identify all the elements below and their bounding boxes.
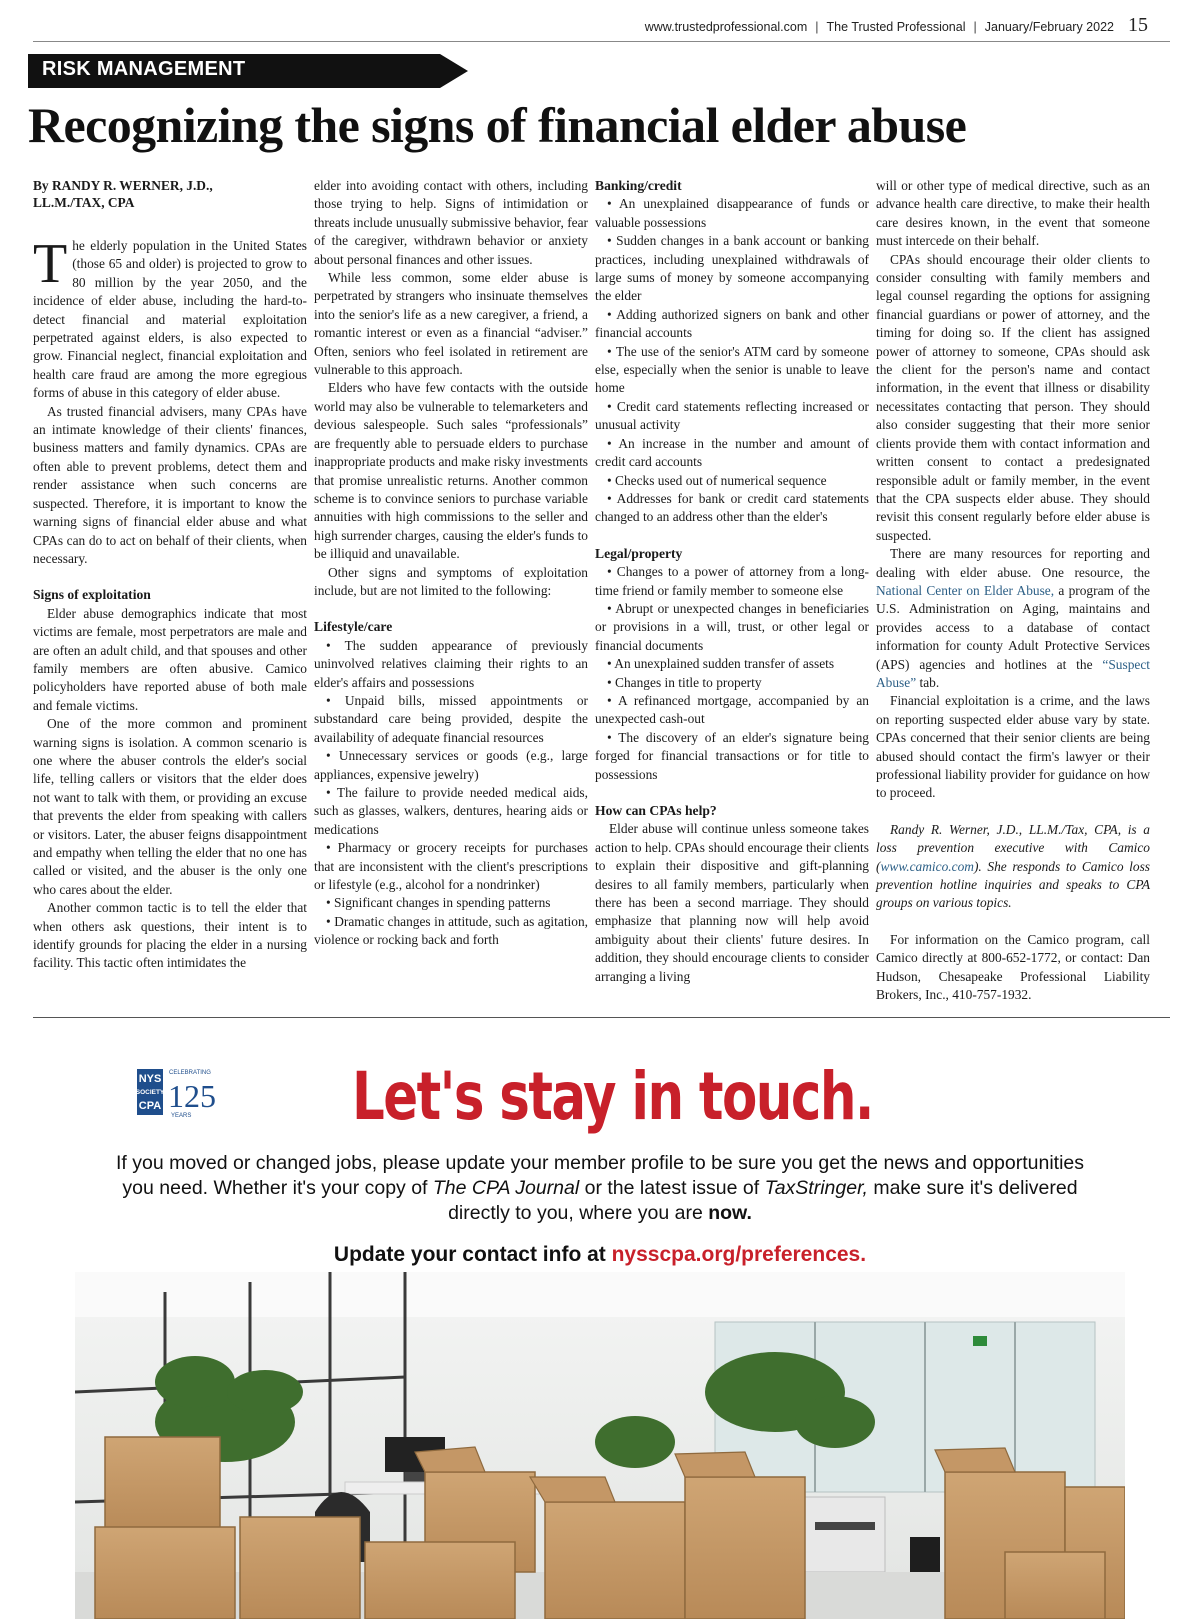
paragraph: Other signs and symptoms of exploitation include, but are not limited to the following:	[314, 564, 588, 598]
subheading-help: How can CPAs help?	[595, 803, 717, 818]
ad-call-to-action	[100, 1243, 1100, 1267]
ad-divider	[33, 1017, 1170, 1018]
logo-society: SOCIETY	[137, 1089, 165, 1096]
list-item: • Abrupt or unexpected changes in beneficiaries or provisions in a will, trust, or other legal or financial documents	[595, 600, 869, 653]
article-column-1	[33, 177, 307, 973]
paragraph: CPAs should encourage their older clients to consider consulting with family members and legal counsel regarding the options for assigning financial guardians or power of attorney, and the timing for doing so. If the client has assigned power of attorney to someone, CPAs should ask the client for the person's name and contact information, in the event that illness or disability necessitates contacting that person. They should also consider suggesting that their more senior clients provide them with contact information and written consent to contact a predesignated responsible adult or family member, in the event that the CPA suspects elder abuse. They should revisit this consent regularly before elder abuse is suspected.	[876, 251, 1150, 543]
article-headline: Recognizing the signs of financial elder abuse	[28, 97, 967, 153]
text-run: or the latest issue of	[579, 1177, 765, 1199]
ad-body-text	[100, 1151, 1100, 1226]
list-item: • An increase in the number and amount of credit card accounts	[595, 435, 869, 470]
list-item: • Unnecessary services or goods (e.g., large appliances, expensive jewelry)	[314, 748, 588, 782]
paragraph	[876, 545, 1150, 692]
article-column-3	[595, 177, 869, 986]
paragraph: One of the more common and prominent warning signs is isolation. A common scenario is one where the abuser controls the elder's social life, telling callers or visitors that the elder does not want to talk with them, or providing an excuse that prevents the elder from speaking with callers or visitors. Later, the abuser feigns disappointment and empathy when telling the elder that no one has called or visited, and the abuser is the only one who cares about the elder.	[33, 716, 307, 897]
logo-cpa: CPA	[138, 1100, 162, 1112]
list-item: • The use of the senior's ATM card by someone else, especially when the senior is unable to leave home	[595, 343, 869, 396]
list-item: • Sudden changes in a bank account or banking practices, including unexplained withdrawals of large sums of money by someone accompanying the elder	[595, 233, 869, 304]
list-item: • Changes in title to property	[607, 674, 762, 690]
byline-line-1: By RANDY R. WERNER, J.D.,	[33, 178, 213, 193]
paragraph: Elder abuse will continue unless someone takes action to help. CPAs should encourage their clients to explain their dispositive and gift-planning desires to all family members, particularly when there has been a second marriage. They should emphasize that planning now will help avoid ambiguity about their clients' future desires. In addition, they should encourage clients to consider arranging a living	[595, 821, 869, 984]
text-run: Randy R. Werner, J.D., LL.M./Tax, CPA, is a loss prevention executive with Camico (	[876, 821, 1150, 874]
text-run: ). She responds to Camico loss prevention hotline inquiries and speaks to CPA groups on various topics.	[876, 858, 1150, 911]
contact-paragraph: For information on the Camico program, call Camico directly at 800-652-1772, or contact: Dan Hudson, Chesapeake Professional Liability Brokers, Inc., 410-757-1932.	[876, 931, 1150, 1003]
list-item: • Adding authorized signers on bank and other financial accounts	[595, 306, 869, 341]
section-label	[28, 54, 468, 88]
logo-125: 125	[168, 1078, 216, 1114]
page-number: 15	[1128, 14, 1148, 36]
text-run: make sure it's delivered directly to you, where you are	[448, 1177, 1078, 1224]
byline-line-2: LL.M./TAX, CPA	[33, 195, 135, 210]
office-moving-photo	[75, 1272, 1125, 1619]
header-separator: |	[973, 20, 977, 34]
nysscpa-logo	[137, 1067, 229, 1121]
paragraph: Elder abuse demographics indicate that most victims are female, most perpetrators are male and are often an adult child, and that spouses and other family members are often abusive. Camico policyholders have reported abuse of both male and female victims.	[33, 605, 307, 713]
paragraph: Another common tactic is to tell the elder that when others ask questions, their intent is to identify grounds for placing the elder in a nursing facility. This tactic often intimidates the	[33, 900, 307, 971]
logo-nys: NYS	[138, 1073, 162, 1085]
list-item: • Changes to a power of attorney from a long-time friend or family member to someone else	[595, 564, 869, 598]
paragraph: will or other type of medical directive, such as an advance health care directive, to make their health care desires known, in the event that someone must intercede on their behalf.	[876, 178, 1150, 249]
subheading-banking: Banking/credit	[595, 178, 682, 193]
logo-years: YEARS	[171, 1113, 192, 1119]
list-item: • Checks used out of numerical sequence	[607, 472, 827, 488]
header-separator: |	[815, 20, 819, 34]
cpa-journal-title: The CPA Journal	[432, 1177, 580, 1199]
intro-paragraph	[33, 233, 307, 403]
article-column-2	[314, 177, 588, 950]
list-item: • Credit card statements reflecting increased or unusual activity	[595, 398, 869, 433]
section-label-text: RISK MANAGEMENT	[42, 58, 246, 80]
ncea-link[interactable]: National Center on Elder Abuse,	[876, 582, 1055, 598]
intro-text: he elderly population in the United States (those 65 and older) is projected to grow to 80 million by the year 2050, and the incidence of elder abuse, including the hard-to-detect financial and material exploitation perpetrated against elders, is also expected to grow. Financial neglect, financial exploitation and health care fraud are among the more egregious forms of abuse in this category of elder abuse.	[33, 238, 307, 401]
issue-date: January/February 2022	[984, 20, 1114, 34]
emphasis-now: now.	[708, 1202, 752, 1224]
list-item: • Pharmacy or grocery receipts for purchases that are inconsistent with the client's prescriptions or lifestyle (e.g., alcohol for a nondrinker)	[314, 840, 588, 893]
text-run: Update your contact info at	[333, 1243, 612, 1266]
list-item: • Unpaid bills, missed appointments or substandard care being provided, despite the availability of adequate financial resources	[314, 692, 588, 745]
list-item: • An unexplained disappearance of funds or valuable possessions	[595, 196, 869, 230]
suspect-abuse-link[interactable]: “Suspect Abuse”	[876, 656, 1150, 690]
header-divider	[33, 41, 1170, 42]
drop-cap: T	[33, 233, 68, 295]
list-item: • Dramatic changes in attitude, such as agitation, violence or rocking back and forth	[314, 913, 588, 948]
publication-name: The Trusted Professional	[826, 20, 966, 34]
subheading-legal: Legal/property	[595, 545, 683, 561]
subheading-signs: Signs of exploitation	[33, 587, 151, 603]
logo-celebrating: CELEBRATING	[169, 1070, 211, 1076]
paragraph: Financial exploitation is a crime, and the laws on reporting suspected elder abuse vary by state. CPAs concerned that their senior clients are being abused should contact the firm's lawyer or their professional liability provider for guidance on how to proceed.	[876, 693, 1150, 801]
page-header	[645, 14, 1148, 37]
list-item: • An unexplained sudden transfer of assets	[607, 656, 835, 672]
preferences-link[interactable]: nysscpa.org/preferences.	[611, 1243, 867, 1266]
byline	[33, 177, 307, 211]
text-run: If you moved or changed jobs, please update your member profile to be sure you get the news and opportunities you need. Whether it's your copy of	[115, 1152, 1084, 1199]
text-run: tab.	[916, 674, 940, 690]
list-item: • The discovery of an elder's signature being forged for financial transactions or for title to possessions	[595, 729, 869, 782]
list-item: • The sudden appearance of previously uninvolved relatives claiming their rights to an elder's affairs and possessions	[314, 637, 588, 690]
list-item: • Significant changes in spending patterns	[326, 895, 551, 911]
subheading-lifestyle: Lifestyle/care	[314, 619, 393, 635]
taxstringer-title: TaxStringer,	[764, 1177, 868, 1199]
list-item: • A refinanced mortgage, accompanied by an unexpected cash-out	[595, 692, 869, 727]
text-run: There are many resources for reporting and dealing with elder abuse. One resource, the	[876, 546, 1150, 580]
author-bio	[876, 821, 1150, 913]
list-item: • Addresses for bank or credit card statements changed to an address other than the elder's	[595, 490, 869, 525]
paragraph: Elders who have few contacts with the outside world may also be vulnerable to telemarketers and devious salespeople. Such sales “professionals” are frequently able to persuade elders to purchase inappropriate products and make risky investments that promise unrealistic returns. Another common scheme is to convince seniors to purchase variable annuities with high commissions to the seller and high surrender charges, causing the elder's funds to be illiquid and unavailable.	[314, 380, 588, 562]
list-item: • The failure to provide needed medical aids, such as glasses, walkers, dentures, hearing aids or medications	[314, 785, 588, 837]
paragraph: As trusted financial advisers, many CPAs have an intimate knowledge of their clients' finances, business matters and family dynamics. CPAs are often able to prevent problems, detect them and render assistance when such concerns are suspected. Therefore, it is important to know the warning signs of financial elder abuse and what CPAs can do to act on behalf of their clients, when necessary.	[33, 403, 307, 566]
ad-headline: Let's stay in touch.	[352, 1058, 873, 1135]
paragraph: While less common, some elder abuse is perpetrated by strangers who insinuate themselves into the senior's life as a new caregiver, a friend, a romantic interest or even as a financial “adviser.” Often, seniors who feel isolated in retirement are vulnerable to this approach.	[314, 270, 588, 378]
text-run: a program of the U.S. Administration on Aging, maintains and provides access to a database of contact information for county Adult Protective Services (APS) agencies and hotlines at the	[876, 582, 1150, 672]
camico-link[interactable]: www.camico.com	[880, 858, 974, 874]
website-link[interactable]: www.trustedprofessional.com	[644, 20, 808, 34]
paragraph: elder into avoiding contact with others, including those trying to help. Signs of intimidation or threats include unusually submissive behavior, fear of the caregiver, withdrawn behavior or anxiety about personal finances and other issues.	[314, 178, 588, 267]
article-column-4	[876, 177, 1150, 1004]
